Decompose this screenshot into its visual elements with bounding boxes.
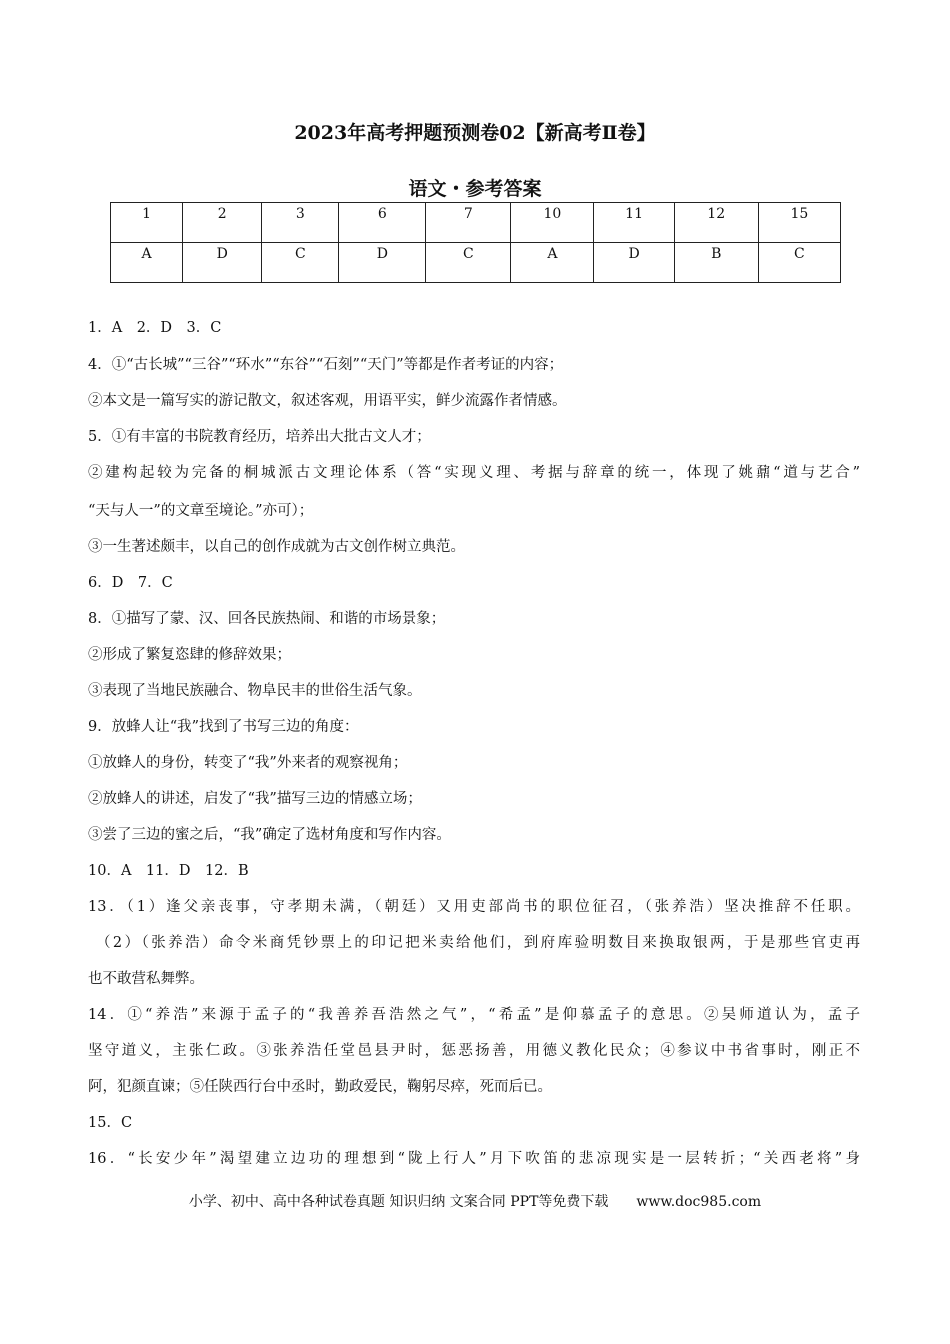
answer-line: 13．（1）逢父亲丧事，守孝期未满，（朝廷）又用吏部尚书的职位征召，（张养浩）坚决推辞不任职。	[88, 899, 860, 915]
answer-cell: D	[183, 243, 262, 283]
answer-line: （2）（张养浩）命令米商凭钞票上的印记把米卖给他们，到府库验明数目来换取银两，于是那些官吏再	[96, 935, 860, 951]
answer-line: 阿，犯颜直谏；⑤任陕西行台中丞时，勤政爱民，鞠躬尽瘁，死而后已。	[88, 1079, 552, 1095]
footer-url-link[interactable]: www.doc985.com	[636, 1194, 762, 1210]
footer-text: 小学、初中、高中各种试卷真题 知识归纳 文案合同 PPT等免费下载	[188, 1194, 609, 1210]
answer-line: 5．①有丰富的书院教育经历，培养出大批古文人才；	[88, 429, 431, 445]
answer-line: ①放蜂人的身份，转变了“我”外来者的观察视角；	[88, 755, 408, 771]
answer-table-answer-row	[111, 243, 841, 283]
answer-line: ②本文是一篇写实的游记散文，叙述客观，用语平实，鲜少流露作者情感。	[88, 393, 567, 409]
question-number-cell: 2	[183, 203, 262, 243]
answer-line: 10．A 11．D 12．B	[88, 863, 249, 879]
question-number-cell: 11	[594, 203, 674, 243]
answer-cell: C	[758, 243, 840, 283]
page-subtitle: 语文・参考答案	[408, 178, 542, 200]
answer-cell: D	[594, 243, 674, 283]
question-number-cell: 12	[674, 203, 758, 243]
answer-line: 8．①描写了蒙、汉、回各民族热闹、和谐的市场景象；	[88, 611, 446, 627]
answer-line: “天与人一”的文章至境论。”亦可）；	[88, 503, 314, 519]
answer-line: 4．①“古长城”“三谷”“环水”“东谷”“石刻”“天门”等都是作者考证的内容；	[88, 357, 564, 373]
answer-line: ③尝了三边的蜜之后，“我”确定了选材角度和写作内容。	[88, 827, 451, 843]
answer-line: 也不敢营私舞弊。	[88, 971, 204, 987]
answer-line: 9．放蜂人让“我”找到了书写三边的角度：	[88, 719, 359, 735]
page-footer	[0, 1191, 950, 1211]
answer-cell: A	[511, 243, 594, 283]
question-number-cell: 15	[758, 203, 840, 243]
answer-line: 坚守道义，主张仁政。③张养浩任堂邑县尹时，惩恶扬善，用德义教化民众；④参议中书省事时，刚正不	[88, 1043, 860, 1059]
answer-cell: A	[111, 243, 183, 283]
answer-cell: D	[339, 243, 426, 283]
question-number-cell: 6	[339, 203, 426, 243]
answer-line: 16．“长安少年”渴望建立边功的理想到“陇上行人”月下吹笛的悲凉现实是一层转折；“关西老将”身	[88, 1151, 860, 1167]
answer-line: 14．①“养浩”来源于孟子的“我善养吾浩然之气”，“希孟”是仰慕孟子的意思。②吴师道认为，孟子	[88, 1007, 860, 1023]
answer-table	[110, 202, 841, 283]
answer-line: ②建构起较为完备的桐城派古文理论体系（答“实现义理、考据与辞章的统一，体现了姚鼐“道与艺合”	[88, 465, 860, 481]
answer-line: ②形成了繁复恣肆的修辞效果；	[88, 647, 291, 663]
question-number-cell: 10	[511, 203, 594, 243]
question-number-cell: 1	[111, 203, 183, 243]
answer-line: ③一生著述颇丰，以自己的创作成就为古文创作树立典范。	[88, 539, 465, 555]
answer-line: 6．D 7．C	[88, 575, 173, 591]
answer-line: ③表现了当地民族融合、物阜民丰的世俗生活气象。	[88, 683, 422, 699]
answer-line: 15．C	[88, 1115, 133, 1131]
answer-cell: C	[262, 243, 339, 283]
answer-cell: C	[426, 243, 511, 283]
page-title: 2023年高考押题预测卷02【新高考Ⅱ卷】	[294, 122, 656, 144]
answer-table-number-row	[111, 203, 841, 243]
question-number-cell: 3	[262, 203, 339, 243]
answer-line: 1．A 2．D 3．C	[88, 320, 222, 336]
answer-line: ②放蜂人的讲述，启发了“我”描写三边的情感立场；	[88, 791, 422, 807]
answer-cell: B	[674, 243, 758, 283]
question-number-cell: 7	[426, 203, 511, 243]
